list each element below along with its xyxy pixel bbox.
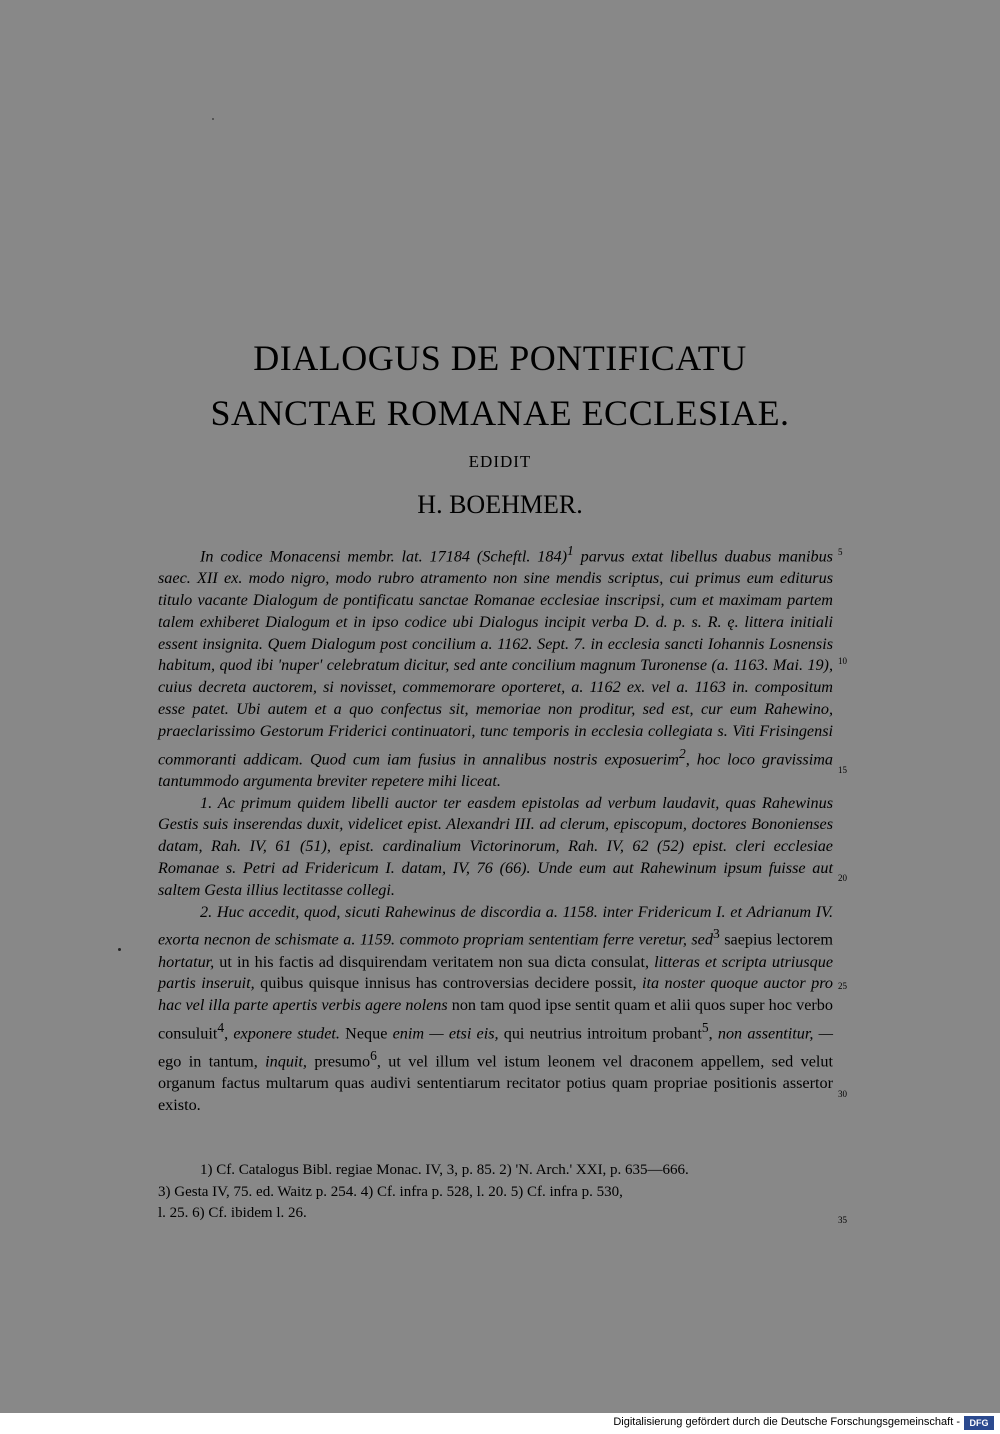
para2-text: ita noster quoque auctor pro hac vel illa parte apertis verbis agere nolens	[158, 974, 833, 1015]
funding-credit: Digitalisierung gefördert durch die Deutsche Forschungsgemeinschaft -	[613, 1416, 960, 1428]
para2-text: ego in tantum,	[158, 1052, 266, 1071]
para2-text: presumo	[306, 1052, 371, 1071]
para2-text: Neque	[339, 1024, 393, 1043]
intro-text-3: , hoc loco gravissima tantummodo argumenta breviter repetere mihi liceat.	[158, 749, 834, 790]
footnote-line: 1) Cf. Catalogus Bibl. regiae Monac. IV, 3, p. 85. 2) 'N. Arch.' XXI, p. 635—666.	[200, 1162, 689, 1178]
footnote-ref: 6	[370, 1048, 377, 1064]
footnote-ref: 2	[678, 745, 686, 761]
para2-text: ,	[224, 1024, 234, 1043]
paragraph-2	[158, 902, 833, 1117]
author-name: H. BOEHMER.	[417, 490, 583, 519]
title-line-2: SANCTAE ROMANAE ECCLESIAE.	[210, 393, 790, 433]
main-text	[158, 540, 833, 1117]
footer-bar	[0, 1413, 1000, 1434]
line-number: 5	[838, 547, 843, 557]
footnote-ref: 3	[712, 926, 720, 942]
scan-speck	[212, 118, 214, 120]
para2-text: exponere studet.	[233, 1024, 340, 1043]
para2-text: qui neutrius introitum probant	[498, 1024, 702, 1043]
edidit-label: EDIDIT	[468, 452, 532, 471]
para2-text: saepius lectorem	[719, 930, 833, 949]
footnote-line: 3) Gesta IV, 75. ed. Waitz p. 254. 4) Cf. infra p. 528, l. 20. 5) Cf. infra p. 530,	[158, 1183, 623, 1200]
line-number: 15	[838, 765, 847, 775]
line-number: 10	[838, 656, 847, 666]
dfg-logo-icon[interactable]: DFG	[964, 1416, 994, 1430]
line-number: 30	[838, 1089, 847, 1099]
intro-text-2: parvus extat libellus duabus manibus saec. XII ex. modo nigro, modo rubro atramento non sine mendis scriptus, cui primus eum editurus titulo vacante Dialogum de pontificatu sanctae Romanae ecclesiae inscripsi, cum et maximam partem talem exhiberet Dialogum et in ipso codice ubi Dialogus incipit verba D. d. p. s. R. ę. littera initiali essent insignita. Quem Dialogum post concilium a. 1162. Sept. 7. in ecclesia sancti Iohannis Losnensis habitum, quod ibi 'nuper' celebratum dicitur, sed ante concilium magnum Turonense (a. 1163. Mai. 19), cuius decreta auctorem, si novisset, commemorare oporteret, a. 1162 ex. vel a. 1163 in. compositum esse patet. Ubi autem et a quo confectus sit, memoriae non proditur, sed est, cur eum Rahewino, praeclarissimo Gestorum Friderici continuatori, tunc temporis in ecclesia collegiata s. Viti Frisingensi commoranti addicam. Quod cum iam fusius in annalibus nostris exposuerim	[158, 547, 833, 768]
para2-text: non tam quod ipse sentit quam et alii quos super hoc verbo consuluit	[158, 996, 833, 1043]
line-number: 20	[838, 873, 847, 883]
footnote-line: l. 25. 6) Cf. ibidem l. 26.	[158, 1205, 307, 1221]
para2-text: quibus quisque innisus has controversias decidere possit,	[254, 974, 642, 993]
para2-text: litteras et scripta utriusque partis inseruit,	[158, 952, 834, 993]
para2-text: enim — etsi eis,	[392, 1024, 499, 1043]
line-number: 35	[838, 1215, 847, 1225]
para2-text: hortatur,	[158, 952, 215, 971]
intro-paragraph	[158, 540, 833, 793]
footnote-ref: 1	[566, 543, 574, 558]
scan-speck	[118, 948, 121, 951]
paragraph-1: 1. Ac primum quidem libelli auctor ter easdem epistolas ad verbum laudavit, quas Rahewinus Gestis suis inserendas duxit, videlicet epist. Alexandri III. ad clerum, episcopum, doctores Bononienses datam, Rah. IV, 61 (51), epist. cardinalium Victorinorum, Rah. IV, 62 (52) epist. cleri ecclesiae Romanae s. Petri ad Fridericum I. datam, IV, 76 (66). Unde eum aut Rahewinum ipsum fuisse aut saltem Gesta illius lectitasse collegi.	[158, 793, 833, 899]
footnotes	[158, 1160, 833, 1225]
para2-text: inquit,	[265, 1052, 307, 1071]
para2-text: , ut vel illum vel istum leonem vel draconem appellem, sed velut organum factus multarum quas audivi sententiarum recitator potius quam propriae positionis assertor existo.	[158, 1052, 834, 1115]
para2-text: ut in his factis ad disquirendam veritatem non sua dicta consulat,	[214, 952, 655, 971]
para2-text: non assentitur, —	[717, 1024, 834, 1043]
line-number: 25	[838, 981, 847, 991]
para2-text: 2. Huc accedit, quod, sicuti Rahewinus de discordia a. 1158. inter Fridericum I. et Adrianum IV. exorta necnon de schismate a. 1159. commoto propriam sententiam ferre veretur, sed	[158, 902, 833, 949]
intro-text-1: In codice Monacensi membr. lat. 17184 (Scheftl. 184)	[200, 547, 567, 566]
footnote-ref: 4	[217, 1019, 225, 1035]
para2-text: ,	[708, 1024, 718, 1043]
title-line-1: DIALOGUS DE PONTIFICATU	[253, 338, 747, 378]
footnote-ref: 5	[701, 1019, 709, 1035]
